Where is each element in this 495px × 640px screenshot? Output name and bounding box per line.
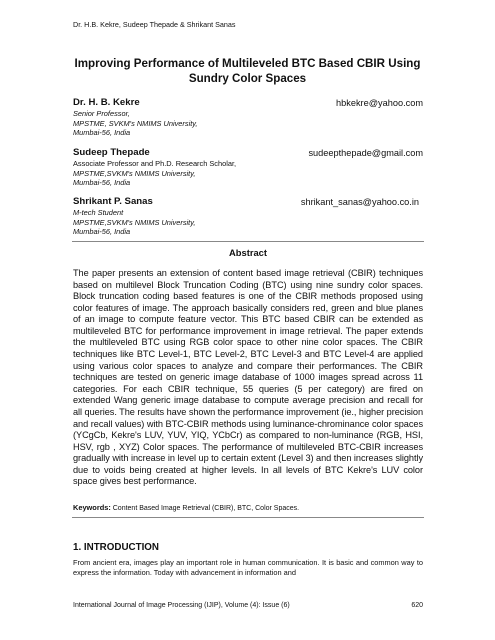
- abstract-bottom-rule: [72, 517, 424, 518]
- author-block-kekre: [73, 97, 423, 138]
- affiliation-line: MPSTME,SVKM's NMIMS University,: [73, 168, 196, 178]
- affiliation-line: MPSTME, SVKM's NMIMS University,: [73, 118, 198, 128]
- keywords-label: Keywords:: [73, 503, 111, 512]
- page-number: 620: [411, 602, 423, 609]
- author-name: Dr. H. B. Kekre: [73, 97, 140, 108]
- author-affiliation: [73, 208, 423, 237]
- affiliation-line: Mumbai-56, India: [73, 227, 131, 237]
- affiliation-line: Senior Professor,: [73, 109, 130, 118]
- keywords-text: Content Based Image Retrieval (CBIR), BTC, Color Spaces.: [110, 505, 300, 512]
- affiliation-line: M-tech Student: [73, 208, 124, 217]
- keywords: [73, 503, 423, 512]
- author-email: shrikant_sanas@yahoo.co.in: [300, 197, 419, 207]
- page-footer: [73, 602, 423, 609]
- affiliation-line: Mumbai-56, India: [73, 178, 131, 188]
- section-body: From ancient era, images play an important role in human communication. It is basic and common way to express the information. Today with advancement in information and: [73, 558, 423, 577]
- abstract-heading: Abstract: [228, 247, 268, 258]
- title-line-2: Sundry Color Spaces: [188, 72, 307, 85]
- author-affiliation: [73, 109, 423, 138]
- footer-journal: International Journal of Image Processing (IJIP), Volume (4): Issue (6): [73, 602, 290, 609]
- author-name: Sudeep Thepade: [73, 147, 150, 158]
- affiliation-line: MPSTME,SVKM's NMIMS University,: [73, 217, 196, 227]
- author-block-sanas: [73, 196, 423, 237]
- running-header: Dr. H.B. Kekre, Sudeep Thepade & Shrikant Sanas: [73, 20, 236, 29]
- author-block-thepade: [73, 147, 423, 188]
- affiliation-line: Associate Professor and Ph.D. Research Scholar,: [73, 159, 237, 168]
- author-email: hbkekre@yahoo.com: [336, 98, 423, 108]
- title-line-1: Improving Performance of Multileveled BTC Based CBIR Using: [74, 57, 421, 70]
- abstract-top-rule: [72, 241, 424, 242]
- author-email: sudeepthepade@gmail.com: [308, 148, 423, 158]
- abstract-body: The paper presents an extension of content based image retrieval (CBIR) techniques based on multilevel Block Truncation Coding (BTC) using nine sundry color spaces. Block truncation coding based features is one of the CBIR methods proposed using color features of image. The approach basically considers red, green and blue planes of an image to compute feature vector. This BTC based CBIR can be extended as multileveled BTC for performance improvement in image retrieval. The paper extends the multileveled BTC using RGB color space to other nine color spaces. The CBIR techniques like BTC Level-1, BTC Level-2, BTC Level-3 and BTC Level-4 are applied using various color spaces to analyze and compare their performances. The CBIR techniques are tested on generic image database of 1000 images spread across 11 categories. For each CBIR technique, 55 queries (5 per category) are fired on extended Wang generic image database to compute average precision and recall for all queries. The results have shown the performance improvement (ie., higher precision and recall values) with BTC-CBIR methods using luminance-chrominance color spaces (YCgCb, Kekre's LUV, YUV, YIQ, YCbCr) as compared to non-luminance (RGB, HSI, HSV, rgb , XYZ) Color spaces. The performance of multileveled BTC-CBIR increases gradually with increase in level up to certain extent (Level 3) and then increases slightly due to voids being created at higher levels. In all levels of BTC Kekre's LUV color space gives best performance.: [73, 268, 423, 487]
- author-affiliation: [73, 159, 423, 188]
- paper-title: [60, 56, 435, 86]
- author-name: Shrikant P. Sanas: [73, 196, 153, 207]
- section-heading: 1. INTRODUCTION: [73, 542, 159, 553]
- affiliation-line: Mumbai-56, India: [73, 128, 131, 138]
